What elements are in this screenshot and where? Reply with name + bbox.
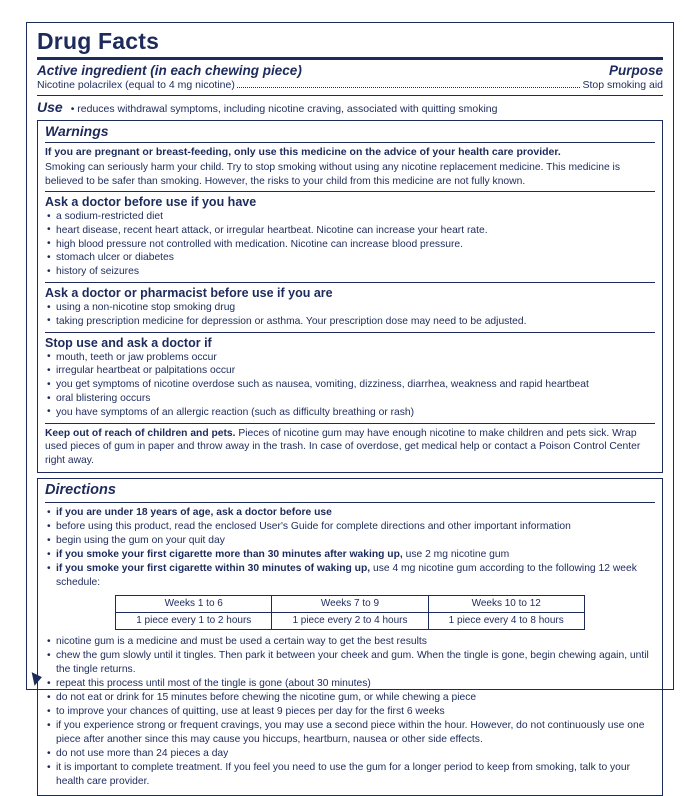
use-label: Use	[37, 99, 63, 116]
use-text: • reduces withdrawal symptoms, including nicotine craving, associated with quitting smoking	[70, 103, 498, 116]
warnings-rule	[45, 142, 655, 143]
list-item: • you get symptoms of nicotine overdose such as nausea, vomiting, dizziness, diarrhea, weakness and rapid heartbeat	[45, 378, 655, 392]
list-item: • using a non-nicotine stop smoking drug	[45, 301, 655, 315]
list-item: • taking prescription medicine for depression or asthma. Your prescription dose may need to be adjusted.	[45, 315, 655, 329]
table-header-cell: Weeks 10 to 12	[428, 596, 584, 613]
keep-out-paragraph	[45, 427, 655, 468]
page-title: Drug Facts	[37, 28, 160, 54]
list-item: • you have symptoms of an allergic reaction (such as difficulty breathing or rash)	[45, 406, 655, 420]
directions-title: Directions	[45, 482, 116, 499]
ask-pharmacist-list	[45, 301, 655, 329]
list-item	[45, 506, 655, 520]
list-item: • repeat this process until most of the tingle is gone (about 30 minutes)	[45, 677, 655, 691]
use-section	[37, 99, 663, 117]
list-item: • mouth, teeth or jaw problems occur	[45, 351, 655, 365]
title-rule	[37, 57, 663, 60]
ask-pharmacist-heading: Ask a doctor or pharmacist before use if you are	[45, 286, 333, 301]
table-row	[116, 596, 585, 613]
list-item: • if you experience strong or frequent cravings, you may use a second piece within the hour. However, do not continuously use one piece after another since this may cause you hiccups, heartburn, nausea or other side effects.	[45, 719, 655, 747]
keep-out-rule	[45, 423, 655, 424]
table-header-cell: Weeks 1 to 6	[116, 596, 272, 613]
leader-dots	[237, 87, 581, 88]
keep-out-bold: Keep out of reach of children and pets.	[45, 427, 236, 439]
list-item: • irregular heartbeat or palpitations occur	[45, 364, 655, 378]
purpose-heading: Purpose	[608, 63, 663, 79]
list-item: • nicotine gum is a medicine and must be used a certain way to get the best results	[45, 635, 655, 649]
list-item: • history of seizures	[45, 265, 655, 279]
drug-facts-panel	[26, 22, 674, 788]
active-ingredient-heading: Active ingredient (in each chewing piece)	[37, 63, 302, 79]
ask-doctor-heading: Ask a doctor before use if you have	[45, 195, 257, 210]
list-item-bold: if you smoke your first cigarette more than 30 minutes after waking up,	[56, 549, 403, 561]
directions-list-top	[45, 506, 655, 590]
table-row	[116, 613, 585, 630]
list-item	[45, 548, 655, 562]
list-item: • do not use more than 24 pieces a day	[45, 747, 655, 761]
pregnancy-warning-bold: If you are pregnant or breast-feeding, only use this medicine on the advice of your health care provider.	[45, 146, 561, 159]
list-item-text: use 4 mg nicotine gum according to the following 12 week schedule:	[56, 563, 637, 589]
stop-use-heading: Stop use and ask a doctor if	[45, 335, 212, 350]
list-item: • it is important to complete treatment. If you feel you need to use the gum for a longer period to keep from smoking, talk to your health care provider.	[45, 761, 655, 789]
ask-doctor-list	[45, 210, 655, 279]
stop-use-list	[45, 351, 655, 420]
list-item: • chew the gum slowly until it tingles. Then park it between your cheek and gum. When the tingle is gone, begin chewing again, until the tingle returns.	[45, 649, 655, 677]
list-item-text: begin using the gum on your quit day	[56, 535, 225, 547]
list-item: • to improve your chances of quitting, use at least 9 pieces per day for the first 6 weeks	[45, 705, 655, 719]
list-item: • oral blistering occurs	[45, 392, 655, 406]
warnings-section	[37, 120, 663, 473]
list-item	[45, 520, 655, 534]
stop-use-rule	[45, 332, 655, 333]
table-cell: 1 piece every 4 to 8 hours	[428, 613, 584, 630]
list-item: • a sodium-restricted diet	[45, 210, 655, 224]
active-ingredient-header-row	[37, 63, 663, 78]
keep-out-text: Pieces of nicotine gum may have enough nicotine to make children and pets sick. Wrap used pieces of gum in paper and throw away in the trash. In case of overdose, get medical help or contact a Poison Control Center right away.	[45, 427, 641, 466]
dose-schedule-table	[115, 595, 585, 630]
list-item: • stomach ulcer or diabetes	[45, 251, 655, 265]
list-item-text: before using this product, read the enclosed User's Guide for complete directions and other important information	[56, 521, 571, 533]
purpose-value: Stop smoking aid	[582, 79, 663, 92]
ask-pharmacist-rule	[45, 282, 655, 283]
warnings-title: Warnings	[45, 122, 109, 139]
active-ingredient-value: Nicotine polacrilex (equal to 4 mg nicotine)	[37, 79, 235, 92]
table-cell: 1 piece every 1 to 2 hours	[116, 613, 272, 630]
list-item: • heart disease, recent heart attack, or irregular heartbeat. Nicotine can increase your heart rate.	[45, 224, 655, 238]
list-item-text: use 2 mg nicotine gum	[402, 549, 510, 561]
active-ingredient-row	[37, 79, 663, 92]
list-item: • do not eat or drink for 15 minutes before chewing the nicotine gum, or while chewing a piece	[45, 691, 655, 705]
ask-doctor-rule	[45, 191, 655, 192]
list-item: • high blood pressure not controlled with medication. Nicotine can increase blood pressure.	[45, 238, 655, 252]
table-header-cell: Weeks 7 to 9	[272, 596, 428, 613]
use-rule-top	[37, 95, 663, 96]
directions-section	[37, 478, 663, 796]
list-item-bold: if you are under 18 years of age, ask a doctor before use	[56, 507, 332, 519]
directions-list-bottom	[45, 635, 655, 789]
pregnancy-warning-text: Smoking can seriously harm your child. Try to stop smoking without using any nicotine replacement medicine. This medicine is believed to be safer than smoking. However, the risks to your child from this medicine are not fully known.	[45, 161, 620, 187]
directions-rule	[45, 502, 655, 503]
table-cell: 1 piece every 2 to 4 hours	[272, 613, 428, 630]
list-item	[45, 562, 655, 590]
list-item-bold: if you smoke your first cigarette within 30 minutes of waking up,	[56, 563, 371, 575]
list-item	[45, 534, 655, 548]
